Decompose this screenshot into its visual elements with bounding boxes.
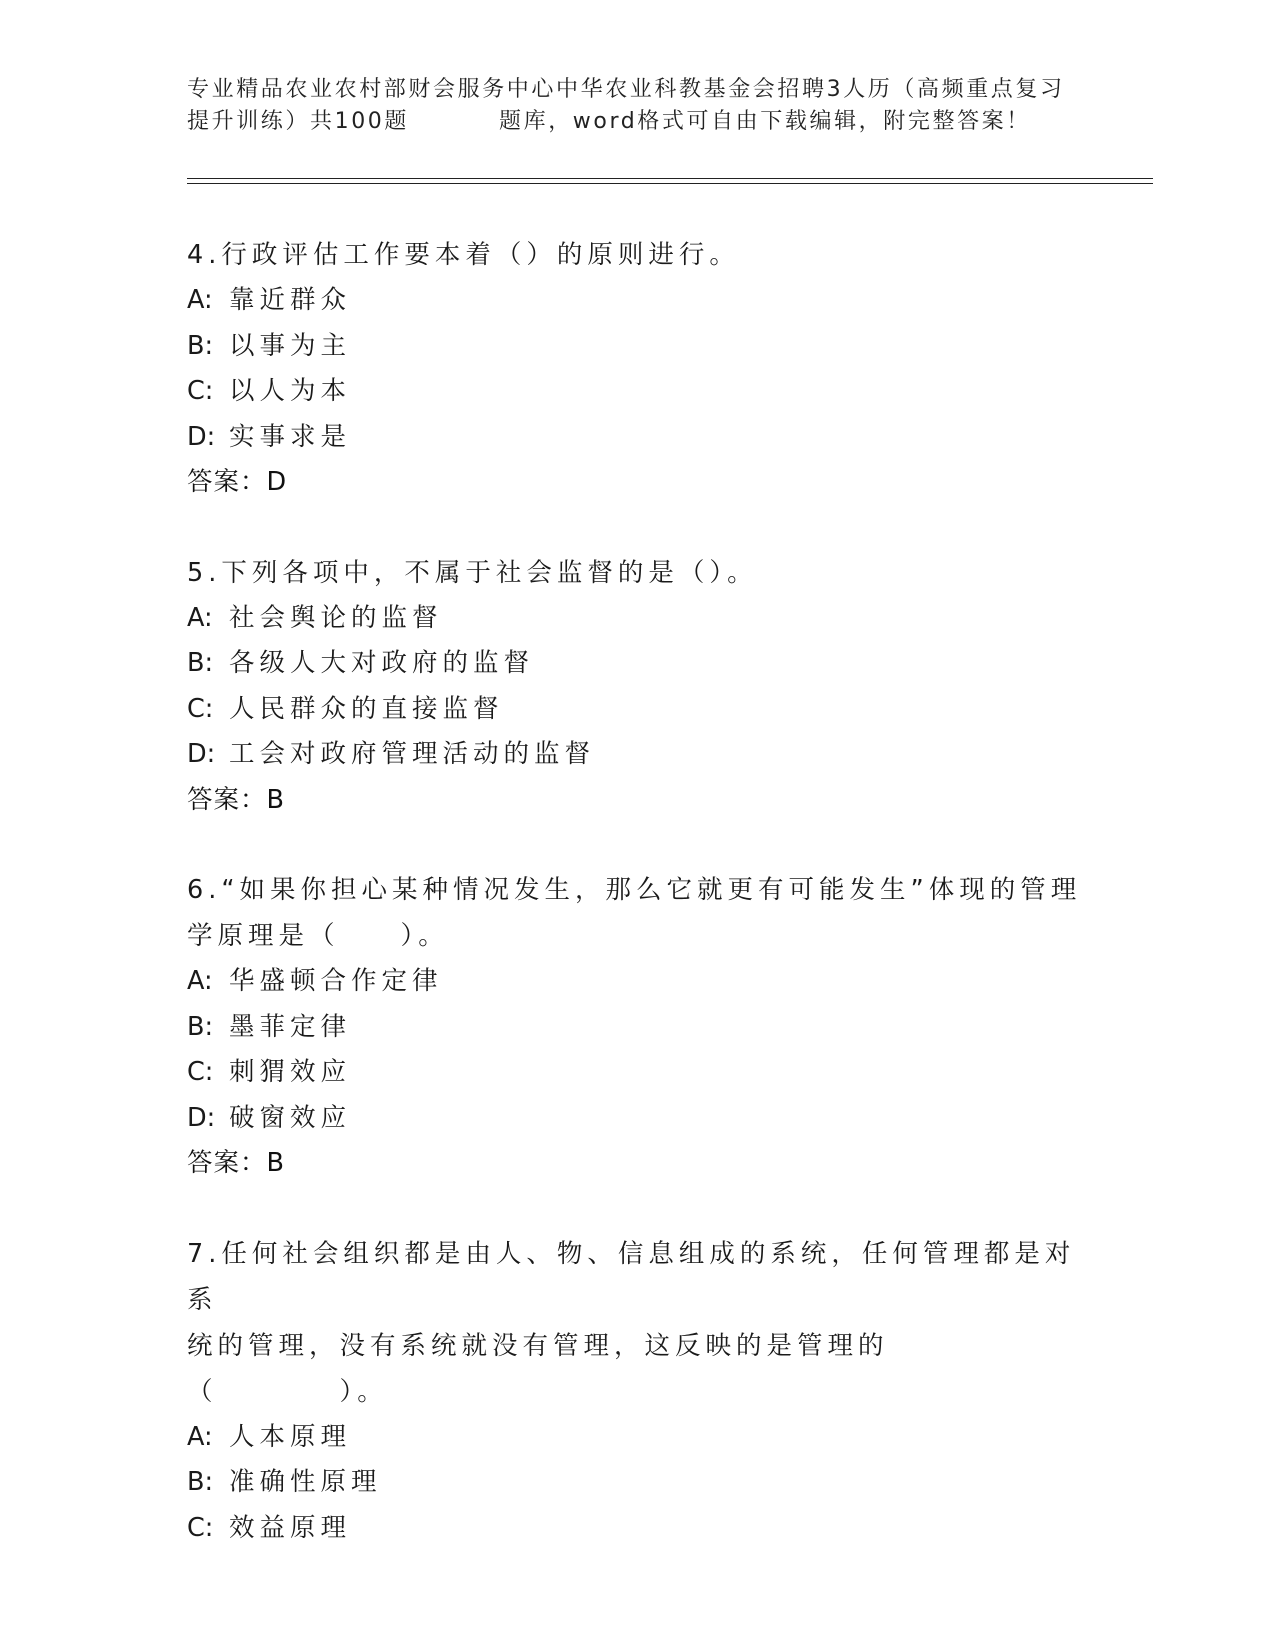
- question-7: [187, 1231, 1087, 1552]
- document-header: [187, 74, 1087, 138]
- header-line-2-a: 提升训练）共100题: [187, 109, 409, 134]
- option-key: C:: [187, 376, 214, 406]
- option-text: 各级人大对政府的监督: [229, 648, 535, 678]
- question-text-line-1: 6.“如果你担心某种情况发生，那么它就更有可能发生”体现的管理: [187, 875, 1082, 905]
- option-key: A:: [187, 285, 213, 315]
- header-line-1: 专业精品农业农村部财会服务中心中华农业科教基金会招聘3人历（高频重点复习: [187, 77, 1065, 102]
- option-d: [187, 1096, 1087, 1142]
- option-key: D:: [187, 739, 216, 769]
- option-text: 以人为本: [229, 376, 352, 406]
- option-text: 效益原理: [229, 1512, 352, 1543]
- option-a: [187, 278, 1087, 324]
- option-c: [187, 1506, 1087, 1552]
- option-d: [187, 415, 1087, 461]
- option-text: 工会对政府管理活动的监督: [229, 739, 596, 769]
- question-text-line-1: 7.任何社会组织都是由人、物、信息组成的系统，任何管理都是对系: [187, 1238, 1076, 1315]
- option-key: C:: [187, 1512, 214, 1543]
- option-b: [187, 324, 1087, 370]
- header-divider-bottom: [187, 183, 1153, 184]
- option-key: B:: [187, 1011, 214, 1042]
- header-divider-top: [187, 178, 1153, 179]
- option-text: 靠近群众: [229, 285, 352, 315]
- option-c: [187, 1050, 1087, 1096]
- question-4: [187, 232, 1087, 506]
- option-a: [187, 1415, 1087, 1461]
- option-key: A:: [187, 1421, 213, 1452]
- option-text: 以事为主: [229, 330, 352, 361]
- option-b: [187, 641, 1087, 687]
- option-c: [187, 369, 1087, 415]
- option-text: 实事求是: [229, 421, 352, 452]
- option-text: 人本原理: [229, 1421, 352, 1452]
- option-key: B:: [187, 648, 214, 678]
- question-text-line-2: 学原理是（ ）。: [187, 921, 449, 951]
- option-key: C:: [187, 693, 214, 724]
- option-text: 墨菲定律: [229, 1011, 352, 1042]
- option-b: [187, 1460, 1087, 1506]
- option-key: D:: [187, 1102, 216, 1133]
- question-5: [187, 550, 1087, 824]
- option-key: B:: [187, 330, 214, 361]
- question-text: 5.下列各项中，不属于社会监督的是（）。: [187, 557, 758, 588]
- option-text: 刺猬效应: [229, 1057, 352, 1087]
- answer: 答案：B: [187, 1148, 285, 1178]
- question-6: [187, 867, 1087, 1187]
- question-text: 4.行政评估工作要本着（）的原则进行。: [187, 240, 740, 270]
- option-key: B:: [187, 1467, 214, 1497]
- option-text: 人民群众的直接监督: [229, 693, 504, 724]
- option-a: [187, 959, 1087, 1005]
- option-key: D:: [187, 421, 216, 452]
- option-key: A:: [187, 602, 213, 633]
- option-c: [187, 687, 1087, 733]
- option-a: [187, 596, 1087, 642]
- option-text: 社会舆论的监督: [229, 602, 443, 633]
- header-line-2: [187, 106, 1087, 138]
- answer: 答案：B: [187, 784, 285, 815]
- option-text: 准确性原理: [229, 1467, 382, 1497]
- option-key: A:: [187, 966, 213, 996]
- header-line-2-b: 题库，word格式可自由下载编辑，附完整答案！: [499, 109, 1031, 134]
- option-key: C:: [187, 1057, 214, 1087]
- option-b: [187, 1005, 1087, 1051]
- question-text-line-2: 统的管理，没有系统就没有管理，这反映的是管理的（ ）。: [187, 1330, 889, 1407]
- question-list: [187, 232, 1087, 1595]
- answer: 答案：D: [187, 467, 288, 497]
- option-text: 华盛顿合作定律: [229, 966, 443, 996]
- option-text: 破窗效应: [229, 1102, 352, 1133]
- option-d: [187, 732, 1087, 778]
